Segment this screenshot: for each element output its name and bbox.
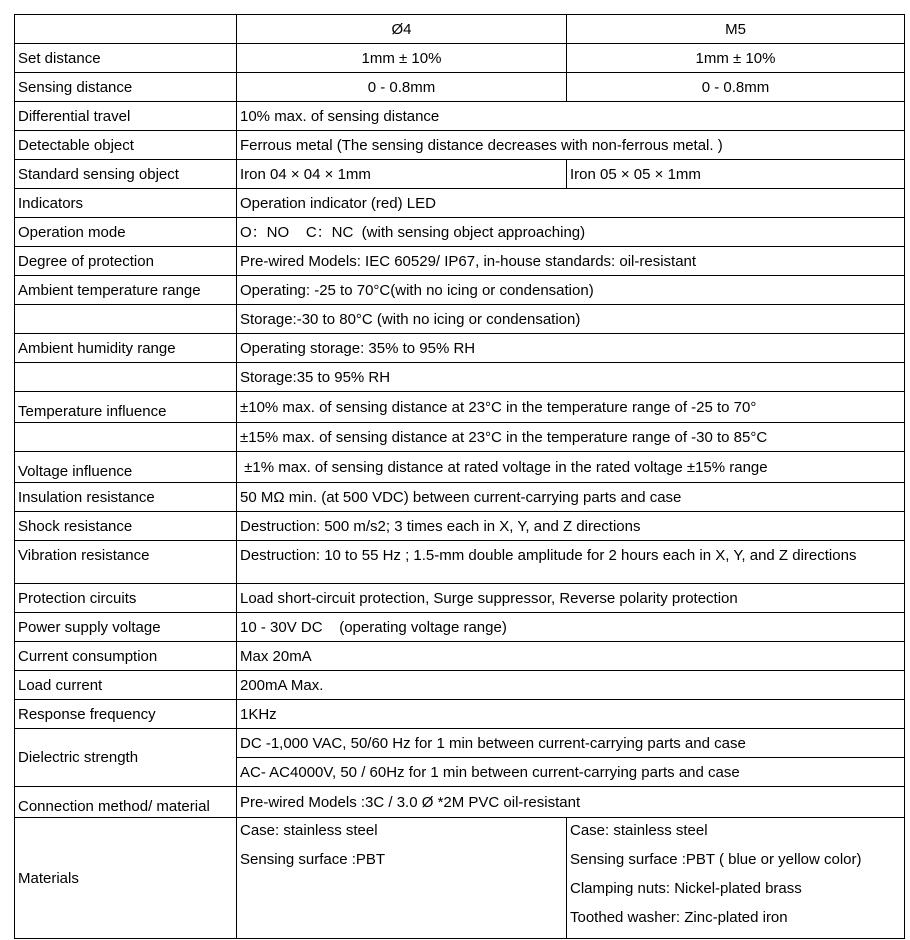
row-label: Insulation resistance (15, 483, 237, 512)
cell-value: Load short-circuit protection, Surge suppressor, Reverse polarity protection (237, 584, 905, 613)
table-row (15, 305, 905, 334)
material-item: Clamping nuts: Nickel-plated brass (570, 880, 802, 897)
cell-value: DC -1,000 VAC, 50/60 Hz for 1 min between current-carrying parts and case (237, 729, 905, 758)
table-row (15, 423, 905, 452)
row-label: Voltage influence (15, 452, 237, 483)
cell-value: Destruction: 10 to 55 Hz ; 1.5-mm double amplitude for 2 hours each in X, Y, and Z directions (237, 541, 905, 584)
table-row (15, 334, 905, 363)
material-item: Case: stainless steel (570, 822, 708, 839)
row-label: Response frequency (15, 700, 237, 729)
cell-value: 50 MΩ min. (at 500 VDC) between current-carrying parts and case (237, 483, 905, 512)
table-row (15, 189, 905, 218)
table-row (15, 729, 905, 758)
cell-b: 1mm ± 10% (567, 44, 905, 73)
cell-b: Iron 05 × 05 × 1mm (567, 160, 905, 189)
table-row (15, 73, 905, 102)
table-row (15, 276, 905, 305)
cell-value: ±1% max. of sensing distance at rated voltage in the rated voltage ±15% range (237, 452, 905, 483)
row-label: Operation mode (15, 218, 237, 247)
material-item: Toothed washer: Zinc-plated iron (570, 909, 788, 926)
materials-b (567, 818, 905, 939)
cell-value: Pre-wired Models: IEC 60529/ IP67, in-house standards: oil-resistant (237, 247, 905, 276)
header-empty (15, 15, 237, 44)
table-row (15, 44, 905, 73)
table-row (15, 700, 905, 729)
row-label: Power supply voltage (15, 613, 237, 642)
materials-a (237, 818, 567, 939)
row-label: Connection method/ material (15, 787, 237, 818)
table-row (15, 671, 905, 700)
row-label: Standard sensing object (15, 160, 237, 189)
row-label: Dielectric strength (15, 729, 237, 787)
row-label: Ambient temperature range (15, 276, 237, 305)
material-item: Case: stainless steel (240, 822, 378, 839)
cell-value: O：NO C：NC (with sensing object approaching) (237, 218, 905, 247)
table-row (15, 363, 905, 392)
cell-value: Pre-wired Models :3C / 3.0 Ø *2M PVC oil-resistant (237, 787, 905, 818)
row-label: Set distance (15, 44, 237, 73)
row-label: Load current (15, 671, 237, 700)
cell-value: Ferrous metal (The sensing distance decreases with non-ferrous metal. ) (237, 131, 905, 160)
table-row (15, 392, 905, 423)
row-label: Ambient humidity range (15, 334, 237, 363)
cell-a: 0 - 0.8mm (237, 73, 567, 102)
row-label: Temperature influence (15, 392, 237, 423)
table-row (15, 541, 905, 584)
cell-value: Max 20mA (237, 642, 905, 671)
row-label: Materials (15, 818, 237, 939)
specifications-table (14, 14, 905, 939)
table-row (15, 584, 905, 613)
table-row (15, 247, 905, 276)
header-col-b: M5 (567, 15, 905, 44)
row-label: Current consumption (15, 642, 237, 671)
table-row (15, 160, 905, 189)
cell-b: 0 - 0.8mm (567, 73, 905, 102)
cell-a: Iron 04 × 04 × 1mm (237, 160, 567, 189)
header-col-a: Ø4 (237, 15, 567, 44)
header-row (15, 15, 905, 44)
cell-value: Storage:35 to 95% RH (237, 363, 905, 392)
cell-value: 1KHz (237, 700, 905, 729)
row-label: Protection circuits (15, 584, 237, 613)
table-row (15, 131, 905, 160)
row-label: Sensing distance (15, 73, 237, 102)
table-row (15, 218, 905, 247)
cell-value: ±15% max. of sensing distance at 23°C in the temperature range of -30 to 85°C (237, 423, 905, 452)
table-row (15, 102, 905, 131)
row-label: Indicators (15, 189, 237, 218)
table-row (15, 818, 905, 939)
row-label-empty (15, 305, 237, 334)
material-item: Sensing surface :PBT (240, 851, 386, 868)
table-row (15, 613, 905, 642)
row-label-empty (15, 363, 237, 392)
table-row (15, 483, 905, 512)
cell-value: Operation indicator (red) LED (237, 189, 905, 218)
cell-value: Operating: -25 to 70°C(with no icing or condensation) (237, 276, 905, 305)
table-row (15, 787, 905, 818)
row-label: Differential travel (15, 102, 237, 131)
row-label: Detectable object (15, 131, 237, 160)
cell-value: Operating storage: 35% to 95% RH (237, 334, 905, 363)
table-row (15, 512, 905, 541)
cell-value: 10% max. of sensing distance (237, 102, 905, 131)
cell-value: 10 - 30V DC (operating voltage range) (237, 613, 905, 642)
row-label: Degree of protection (15, 247, 237, 276)
material-item: Sensing surface :PBT ( blue or yellow color) (570, 851, 862, 868)
cell-value: ±10% max. of sensing distance at 23°C in the temperature range of -25 to 70° (237, 392, 905, 423)
cell-value: Storage:-30 to 80°C (with no icing or condensation) (237, 305, 905, 334)
cell-value: 200mA Max. (237, 671, 905, 700)
cell-a: 1mm ± 10% (237, 44, 567, 73)
row-label: Vibration resistance (15, 541, 237, 584)
cell-value: AC- AC4000V, 50 / 60Hz for 1 min between current-carrying parts and case (237, 758, 905, 787)
cell-value: Destruction: 500 m/s2; 3 times each in X, Y, and Z directions (237, 512, 905, 541)
table-row (15, 642, 905, 671)
table-row (15, 452, 905, 483)
row-label-empty (15, 423, 237, 452)
row-label: Shock resistance (15, 512, 237, 541)
